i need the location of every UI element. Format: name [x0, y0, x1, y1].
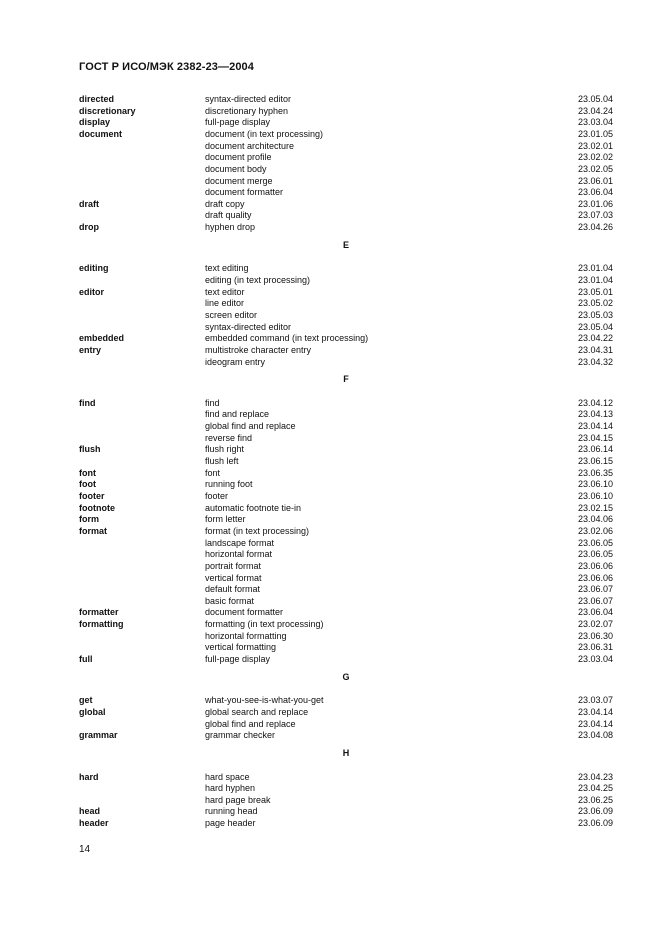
- entry-keyword: footer: [79, 490, 105, 501]
- term-code: 23.03.07: [577, 695, 613, 706]
- term-text: portrait format: [205, 560, 262, 571]
- phrase-row: [205, 795, 613, 807]
- term-code: 23.06.06: [577, 572, 613, 583]
- term-text: find and replace: [205, 409, 270, 420]
- term-code: 23.06.07: [577, 595, 613, 606]
- term-code: 23.02.05: [577, 163, 613, 174]
- phrase-row: [205, 642, 613, 654]
- term-code: 23.06.01: [577, 175, 613, 186]
- term-code: 23.01.05: [577, 128, 613, 139]
- phrase-row: [205, 503, 613, 515]
- index-entry: [79, 654, 613, 666]
- term-text: full-page display: [205, 117, 271, 128]
- term-text: grammar checker: [205, 730, 276, 741]
- term-code: 23.06.25: [577, 794, 613, 805]
- phrase-row: [205, 222, 613, 234]
- entry-keyword: drop: [79, 222, 99, 233]
- entry-phrases: [205, 695, 613, 707]
- phrase-row: [205, 176, 613, 188]
- index-entry: [79, 333, 613, 345]
- term-text: formatting (in text processing): [205, 619, 324, 630]
- term-text: screen editor: [205, 309, 258, 320]
- entry-phrases: [205, 654, 613, 666]
- term-code: 23.04.26: [577, 222, 613, 233]
- entry-phrases: [205, 94, 613, 106]
- index-entry: [79, 287, 613, 334]
- term-text: document body: [205, 163, 267, 174]
- term-code: 23.04.12: [577, 397, 613, 408]
- entry-keyword: full: [79, 654, 93, 664]
- term-code: 23.04.23: [577, 771, 613, 782]
- term-text: hyphen drop: [205, 222, 256, 233]
- phrase-row: [205, 357, 613, 369]
- phrase-row: [205, 561, 613, 573]
- entry-keyword: editing: [79, 263, 109, 274]
- entry-phrases: [205, 263, 613, 286]
- phrase-row: [205, 818, 613, 830]
- term-code: 23.01.06: [577, 198, 613, 209]
- entry-keyword: hard: [79, 771, 99, 782]
- term-code: 23.02.06: [577, 525, 613, 536]
- term-code: 23.02.07: [577, 619, 613, 630]
- term-text: document formatter: [205, 187, 284, 198]
- term-code: 23.04.13: [577, 409, 613, 420]
- phrase-row: [205, 654, 613, 666]
- phrase-row: [205, 549, 613, 561]
- term-text: landscape format: [205, 537, 275, 548]
- term-text: discretionary hyphen: [205, 105, 289, 116]
- term-text: form letter: [205, 514, 246, 525]
- entry-phrases: [205, 106, 613, 118]
- term-text: document (in text processing): [205, 128, 324, 139]
- term-text: reverse find: [205, 432, 253, 443]
- phrase-row: [205, 695, 613, 707]
- term-text: ideogram entry: [205, 356, 266, 367]
- term-text: vertical formatting: [205, 642, 277, 653]
- term-code: 23.06.09: [577, 818, 613, 829]
- entry-keyword: formatter: [79, 607, 119, 618]
- entry-keyword: entry: [79, 344, 102, 355]
- phrase-row: [205, 584, 613, 596]
- term-text: editing (in text processing): [205, 275, 311, 286]
- term-code: 23.06.15: [577, 456, 613, 467]
- term-text: text editing: [205, 263, 249, 274]
- phrase-row: [205, 152, 613, 164]
- index-entry: [79, 479, 613, 491]
- index-entry: [79, 491, 613, 503]
- phrase-row: [205, 164, 613, 176]
- term-text: hard hyphen: [205, 783, 256, 794]
- entry-keyword: format: [79, 525, 108, 536]
- term-text: text editor: [205, 286, 245, 297]
- phrase-row: [205, 199, 613, 211]
- entry-phrases: [205, 468, 613, 480]
- term-text: draft quality: [205, 210, 252, 221]
- index-entry: [79, 730, 613, 742]
- term-text: global search and replace: [205, 706, 309, 717]
- entry-keyword: discretionary: [79, 105, 136, 116]
- term-code: 23.04.08: [577, 730, 613, 741]
- term-text: page header: [205, 818, 256, 829]
- index-entry: [79, 695, 613, 707]
- index-entry: [79, 444, 613, 467]
- phrase-row: [205, 117, 613, 129]
- phrase-row: [205, 730, 613, 742]
- entry-keyword: head: [79, 806, 101, 817]
- entry-keyword: form: [79, 514, 99, 525]
- entry-phrases: [205, 117, 613, 129]
- term-text: find: [205, 397, 220, 408]
- index-entry: [79, 263, 613, 286]
- term-code: 23.07.03: [577, 210, 613, 221]
- term-text: hard page break: [205, 794, 271, 805]
- entry-phrases: [205, 730, 613, 742]
- phrase-row: [205, 275, 613, 287]
- term-code: 23.06.14: [577, 444, 613, 455]
- phrase-row: [205, 468, 613, 480]
- term-code: 23.05.03: [577, 309, 613, 320]
- phrase-row: [205, 526, 613, 538]
- term-text: document profile: [205, 152, 272, 163]
- term-code: 23.06.04: [577, 607, 613, 618]
- entry-phrases: [205, 129, 613, 199]
- term-code: 23.06.07: [577, 584, 613, 595]
- term-code: 23.02.15: [577, 502, 613, 513]
- phrase-row: [205, 409, 613, 421]
- phrase-row: [205, 322, 613, 334]
- term-code: 23.01.04: [577, 275, 613, 286]
- index-entry: [79, 607, 613, 619]
- entry-phrases: [205, 806, 613, 818]
- term-code: 23.02.02: [577, 152, 613, 163]
- term-code: 23.04.06: [577, 514, 613, 525]
- term-code: 23.04.24: [577, 105, 613, 116]
- term-code: 23.04.15: [577, 432, 613, 443]
- phrase-row: [205, 333, 613, 345]
- entry-keyword: directed: [79, 94, 115, 104]
- phrase-row: [205, 456, 613, 468]
- phrase-row: [205, 719, 613, 731]
- term-text: what-you-see-is-what-you-get: [205, 695, 324, 706]
- phrase-row: [205, 106, 613, 118]
- term-code: 23.06.35: [577, 467, 613, 478]
- term-code: 23.06.09: [577, 806, 613, 817]
- term-code: 23.04.31: [577, 344, 613, 355]
- term-text: running head: [205, 806, 258, 817]
- index-entry: [79, 772, 613, 807]
- index-entry: [79, 199, 613, 222]
- entry-phrases: [205, 199, 613, 222]
- index-entry: [79, 398, 613, 445]
- phrase-row: [205, 607, 613, 619]
- entry-phrases: [205, 287, 613, 334]
- term-code: 23.04.32: [577, 356, 613, 367]
- term-text: hard space: [205, 771, 250, 782]
- phrase-row: [205, 187, 613, 199]
- term-code: 23.02.01: [577, 140, 613, 151]
- term-code: 23.05.04: [577, 94, 613, 104]
- phrase-row: [205, 421, 613, 433]
- phrase-row: [205, 263, 613, 275]
- index-entry: [79, 222, 613, 234]
- term-text: global find and replace: [205, 718, 296, 729]
- phrase-row: [205, 444, 613, 456]
- term-text: footer: [205, 490, 229, 501]
- entry-phrases: [205, 607, 613, 619]
- entry-phrases: [205, 333, 613, 345]
- index-entry: [79, 806, 613, 818]
- index-section: [79, 240, 613, 368]
- entry-keyword: font: [79, 467, 96, 478]
- phrase-row: [205, 94, 613, 106]
- term-code: 23.03.04: [577, 117, 613, 128]
- term-text: font: [205, 467, 221, 478]
- term-code: 23.04.14: [577, 706, 613, 717]
- page-title: ГОСТ Р ИСО/МЭК 2382-23—2004: [79, 61, 254, 73]
- entry-keyword: find: [79, 397, 96, 408]
- entry-keyword: embedded: [79, 333, 125, 344]
- index-entry: [79, 514, 613, 526]
- section-letter: F: [343, 374, 349, 385]
- index-entry: [79, 468, 613, 480]
- entry-phrases: [205, 503, 613, 515]
- entry-phrases: [205, 707, 613, 730]
- phrase-row: [205, 772, 613, 784]
- term-text: line editor: [205, 298, 245, 309]
- term-code: 23.05.04: [577, 321, 613, 332]
- entry-keyword: draft: [79, 198, 99, 209]
- entry-phrases: [205, 526, 613, 607]
- term-code: 23.01.04: [577, 263, 613, 274]
- term-text: automatic footnote tie-in: [205, 502, 302, 513]
- entry-phrases: [205, 818, 613, 830]
- term-text: horizontal format: [205, 549, 273, 560]
- entry-phrases: [205, 772, 613, 807]
- entry-phrases: [205, 398, 613, 445]
- term-text: flush left: [205, 456, 239, 467]
- entry-phrases: [205, 345, 613, 368]
- index-section: [79, 672, 613, 742]
- index-section: [79, 748, 613, 830]
- phrase-row: [205, 619, 613, 631]
- term-text: syntax-directed editor: [205, 94, 292, 104]
- entry-keyword: formatting: [79, 619, 124, 630]
- term-code: 23.06.04: [577, 187, 613, 198]
- entry-keyword: global: [79, 706, 106, 717]
- entry-keyword: footnote: [79, 502, 115, 513]
- phrase-row: [205, 298, 613, 310]
- phrase-row: [205, 783, 613, 795]
- phrase-row: [205, 433, 613, 445]
- phrase-row: [205, 538, 613, 550]
- phrase-row: [205, 514, 613, 526]
- term-text: vertical format: [205, 572, 262, 583]
- phrase-row: [205, 806, 613, 818]
- term-index: [79, 94, 613, 830]
- entry-keyword: foot: [79, 479, 96, 490]
- term-code: 23.04.22: [577, 333, 613, 344]
- term-text: full-page display: [205, 654, 271, 664]
- term-code: 23.06.10: [577, 490, 613, 501]
- term-text: document formatter: [205, 607, 284, 618]
- index-section: [79, 94, 613, 234]
- term-code: 23.05.02: [577, 298, 613, 309]
- term-text: running foot: [205, 479, 253, 490]
- term-text: global find and replace: [205, 421, 296, 432]
- term-code: 23.04.14: [577, 421, 613, 432]
- phrase-row: [205, 310, 613, 322]
- term-code: 23.06.05: [577, 537, 613, 548]
- phrase-row: [205, 141, 613, 153]
- entry-phrases: [205, 619, 613, 654]
- term-code: 23.06.10: [577, 479, 613, 490]
- term-text: embedded command (in text processing): [205, 333, 369, 344]
- term-code: 23.06.06: [577, 560, 613, 571]
- term-code: 23.04.25: [577, 783, 613, 794]
- index-entry: [79, 129, 613, 199]
- term-code: 23.05.01: [577, 286, 613, 297]
- term-text: multistroke character entry: [205, 344, 312, 355]
- entry-keyword: document: [79, 128, 123, 139]
- entry-phrases: [205, 222, 613, 234]
- entry-keyword: editor: [79, 286, 105, 297]
- phrase-row: [205, 287, 613, 299]
- page-number: 14: [79, 844, 91, 855]
- term-code: 23.06.30: [577, 630, 613, 641]
- term-code: 23.03.04: [577, 654, 613, 664]
- entry-phrases: [205, 444, 613, 467]
- term-code: 23.06.05: [577, 549, 613, 560]
- entry-keyword: flush: [79, 444, 101, 455]
- index-entry: [79, 503, 613, 515]
- term-code: 23.06.31: [577, 642, 613, 653]
- section-letter: G: [342, 671, 350, 682]
- term-text: document merge: [205, 175, 273, 186]
- entry-phrases: [205, 514, 613, 526]
- term-text: format (in text processing): [205, 525, 310, 536]
- phrase-row: [205, 129, 613, 141]
- entry-keyword: header: [79, 818, 109, 829]
- index-entry: [79, 106, 613, 118]
- phrase-row: [205, 345, 613, 357]
- phrase-row: [205, 210, 613, 222]
- index-entry: [79, 818, 613, 830]
- phrase-row: [205, 398, 613, 410]
- term-text: basic format: [205, 595, 255, 606]
- index-entry: [79, 345, 613, 368]
- phrase-row: [205, 631, 613, 643]
- entry-keyword: get: [79, 695, 93, 706]
- entry-keyword: display: [79, 117, 111, 128]
- index-entry: [79, 619, 613, 654]
- entry-keyword: grammar: [79, 730, 118, 741]
- term-text: default format: [205, 584, 261, 595]
- entry-phrases: [205, 479, 613, 491]
- section-letter: H: [342, 747, 350, 758]
- index-entry: [79, 707, 613, 730]
- phrase-row: [205, 707, 613, 719]
- phrase-row: [205, 491, 613, 503]
- term-text: draft copy: [205, 198, 245, 209]
- term-code: 23.04.14: [577, 718, 613, 729]
- index-section: [79, 374, 613, 665]
- index-entry: [79, 94, 613, 106]
- phrase-row: [205, 479, 613, 491]
- index-entry: [79, 117, 613, 129]
- entry-phrases: [205, 491, 613, 503]
- section-letter: E: [342, 239, 349, 250]
- term-text: horizontal formatting: [205, 630, 287, 641]
- phrase-row: [205, 596, 613, 608]
- phrase-row: [205, 573, 613, 585]
- term-text: document architecture: [205, 140, 295, 151]
- index-entry: [79, 526, 613, 607]
- term-text: flush right: [205, 444, 245, 455]
- term-text: syntax-directed editor: [205, 321, 292, 332]
